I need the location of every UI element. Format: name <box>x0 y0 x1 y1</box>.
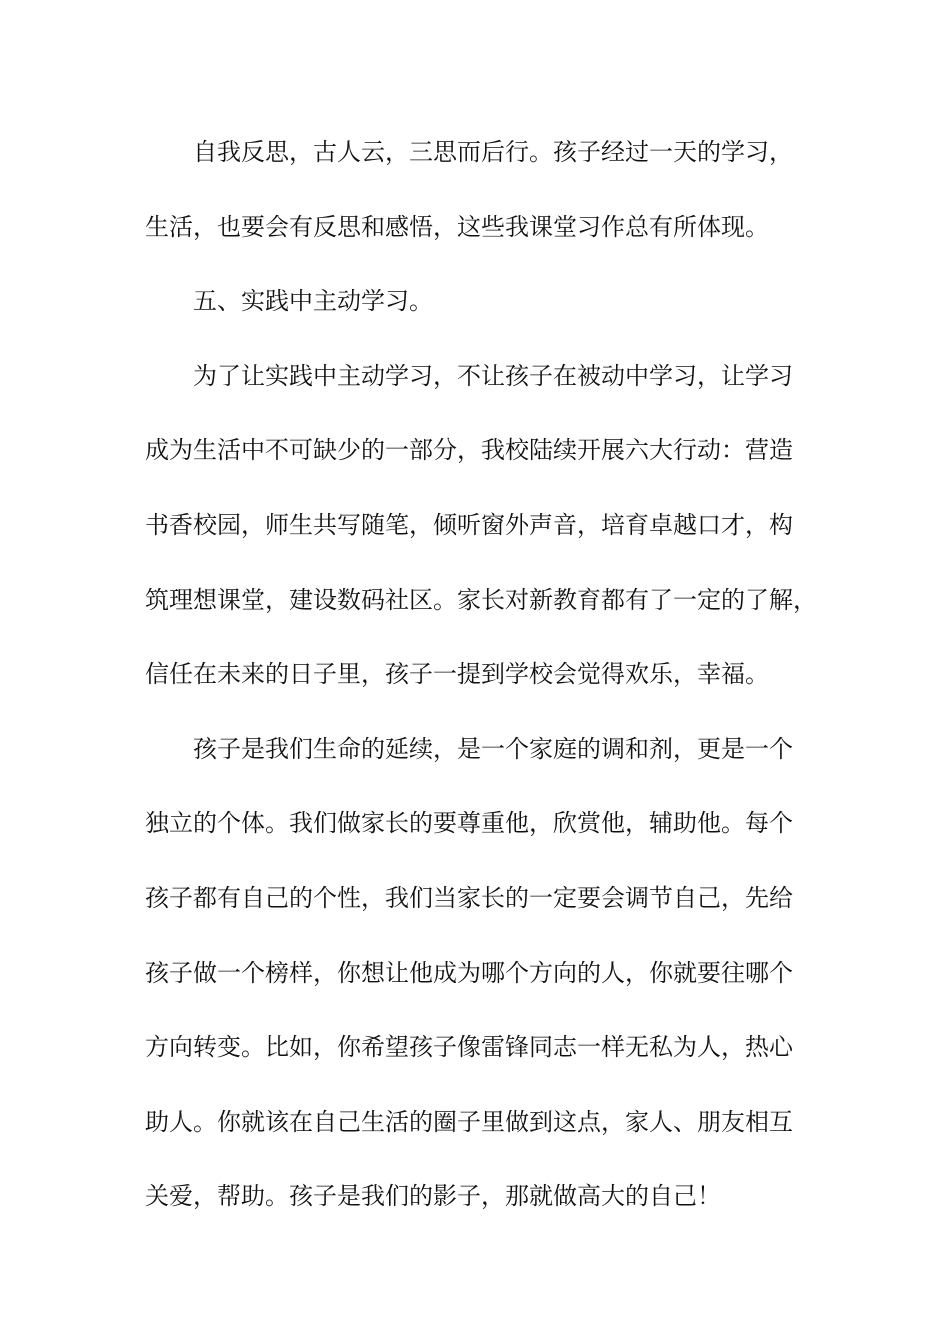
paragraph-line: 生活，也要会有反思和感悟，这些我课堂习作总有所体现。 <box>145 212 769 241</box>
paragraph-line: 独立的个体。我们做家长的要尊重他，欣赏他，辅助他。每个 <box>145 809 793 838</box>
paragraph-line: 书香校园，师生共写随笔，倾听窗外声音，培育卓越口才，构 <box>145 510 793 539</box>
paragraph-line: 孩子是我们生命的延续，是一个家庭的调和剂，更是一个 <box>193 734 793 763</box>
paragraph-line: 孩子做一个榜样，你想让他成为哪个方向的人，你就要往哪个 <box>145 958 793 987</box>
body-text <box>145 128 817 1247</box>
paragraph-line: 孩子都有自己的个性，我们当家长的一定要会调节自己，先给 <box>145 883 793 912</box>
paragraph-line: 信任在未来的日子里，孩子一提到学校会觉得欢乐，幸福。 <box>145 660 769 689</box>
paragraph-line: 自我反思，古人云，三思而后行。孩子经过一天的学习， <box>193 138 793 166</box>
section-heading: 五、实践中主动学习。 <box>193 287 433 316</box>
paragraph-line: 筑理想课堂，建设数码社区。家长对新教育都有了一定的了解， <box>145 585 817 614</box>
paragraph-line: 关爱，帮助。孩子是我们的影子，那就做高大的自己！ <box>145 1182 721 1211</box>
paragraph-line: 方向转变。比如，你希望孩子像雷锋同志一样无私为人，热心 <box>145 1033 793 1062</box>
paragraph-line: 为了让实践中主动学习，不让孩子在被动中学习，让学习 <box>193 361 793 390</box>
paragraph-line: 成为生活中不可缺少的一部分，我校陆续开展六大行动：营造 <box>145 436 793 465</box>
paragraph-line: 助人。你就该在自己生活的圈子里做到这点，家人、朋友相互 <box>145 1107 793 1136</box>
